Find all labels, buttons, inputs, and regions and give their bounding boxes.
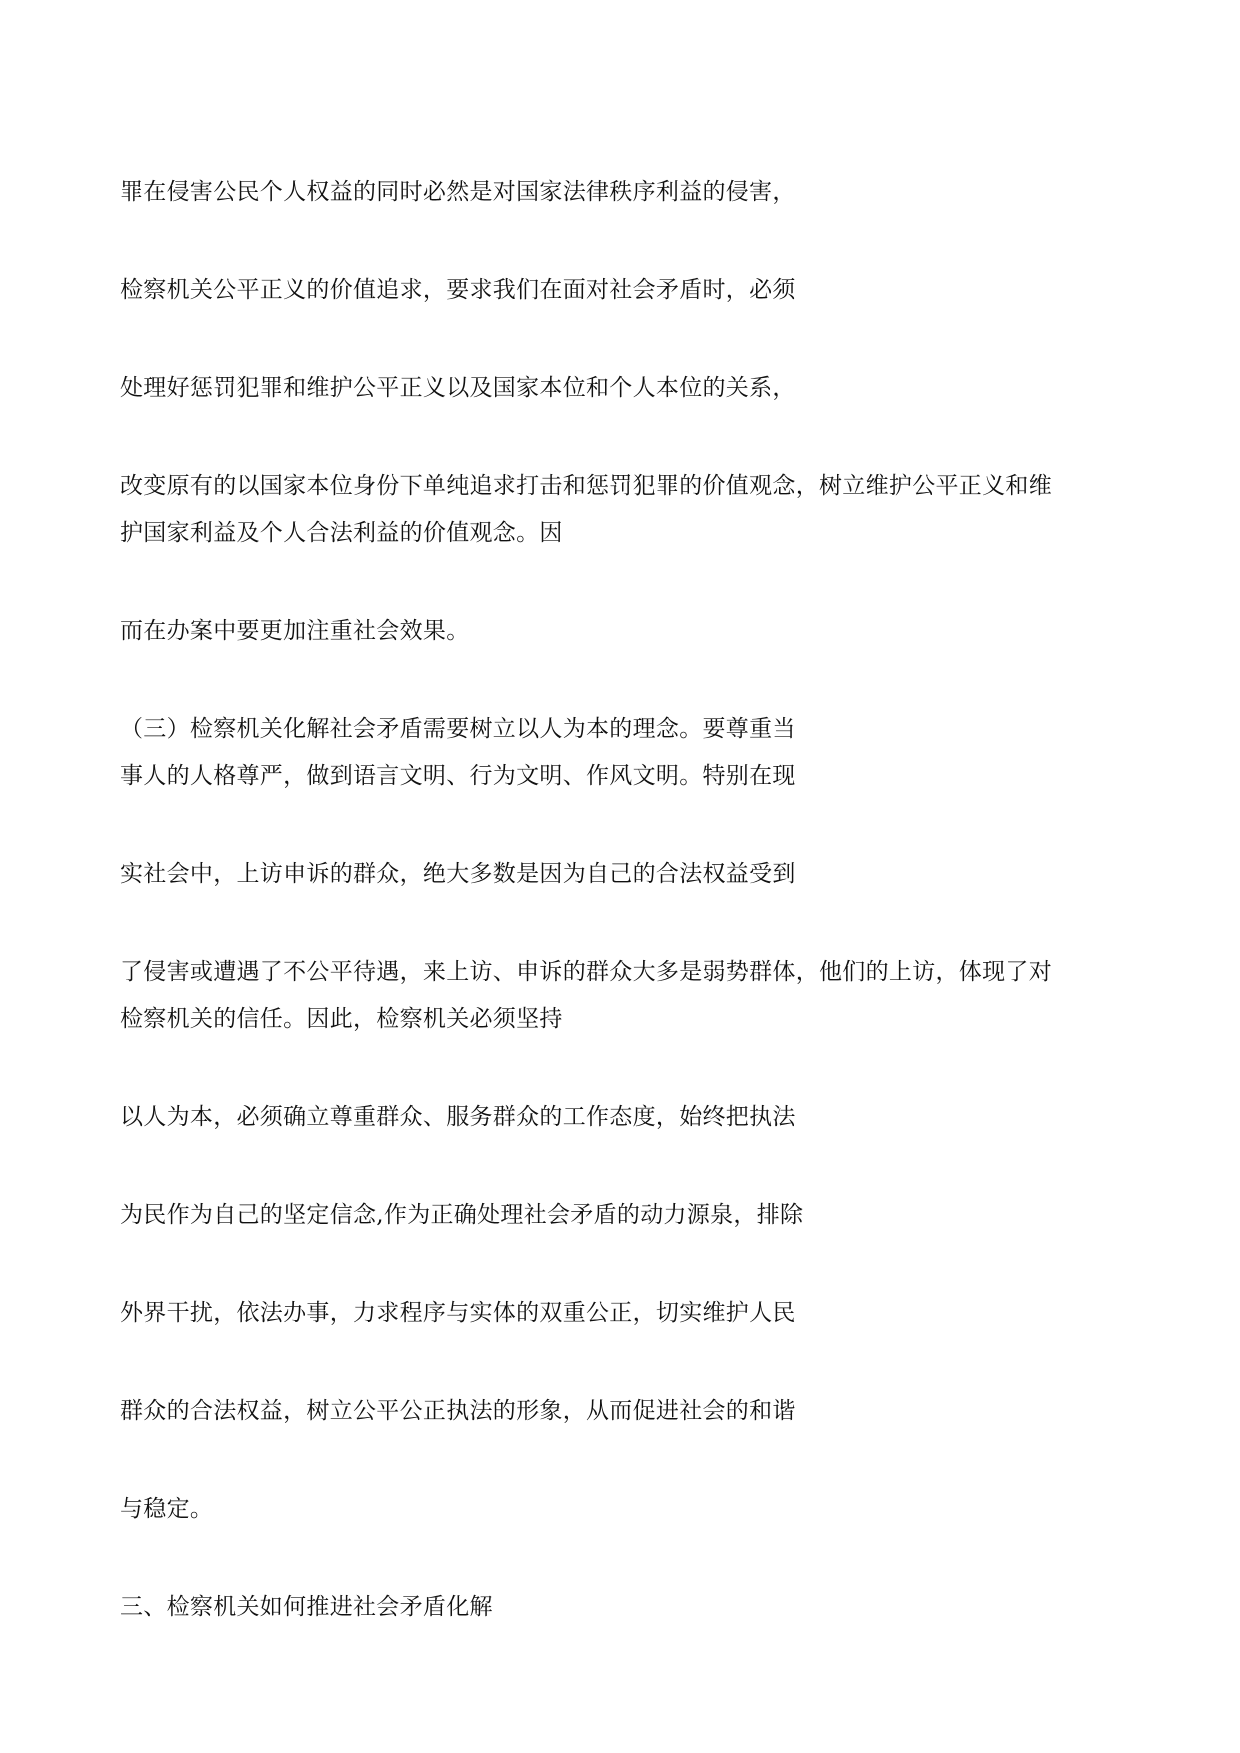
text-line: 改变原有的以国家本位身份下单纯追求打击和惩罚犯罪的价值观念，树立维护公平正义和维 — [120, 473, 1052, 499]
text-line: 事人的人格尊严，做到语言文明、行为文明、作风文明。特别在现 — [120, 763, 796, 789]
text-line: 而在办案中要更加注重社会效果。 — [120, 618, 470, 644]
text-line: 与稳定。 — [120, 1496, 214, 1522]
section-heading: （三）检察机关化解社会矛盾需要树立以人为本的理念。要尊重当 — [120, 716, 796, 742]
text-line: 检察机关的信任。因此，检察机关必须坚持 — [120, 1006, 563, 1032]
text-line: 罪在侵害公民个人权益的同时必然是对国家法律秩序利益的侵害， — [120, 179, 796, 205]
text-line: 实社会中，上访申诉的群众，绝大多数是因为自己的合法权益受到 — [120, 861, 796, 887]
text-line: 外界干扰，依法办事，力求程序与实体的双重公正，切实维护人民 — [120, 1300, 796, 1326]
text-line: 处理好惩罚犯罪和维护公平正义以及国家本位和个人本位的关系， — [120, 375, 796, 401]
section-heading: 三、检察机关如何推进社会矛盾化解 — [120, 1594, 493, 1620]
text-line: 检察机关公平正义的价值追求，要求我们在面对社会矛盾时，必须 — [120, 277, 796, 303]
text-line: 为民作为自己的坚定信念,作为正确处理社会矛盾的动力源泉，排除 — [120, 1202, 804, 1228]
text-line: 以人为本，必须确立尊重群众、服务群众的工作态度，始终把执法 — [120, 1104, 796, 1130]
text-line: 护国家利益及个人合法利益的价值观念。因 — [120, 520, 563, 546]
text-line: 了侵害或遭遇了不公平待遇，来上访、申诉的群众大多是弱势群体，他们的上访，体现了对 — [120, 959, 1052, 985]
text-line: 群众的合法权益，树立公平公正执法的形象，从而促进社会的和谐 — [120, 1398, 796, 1424]
